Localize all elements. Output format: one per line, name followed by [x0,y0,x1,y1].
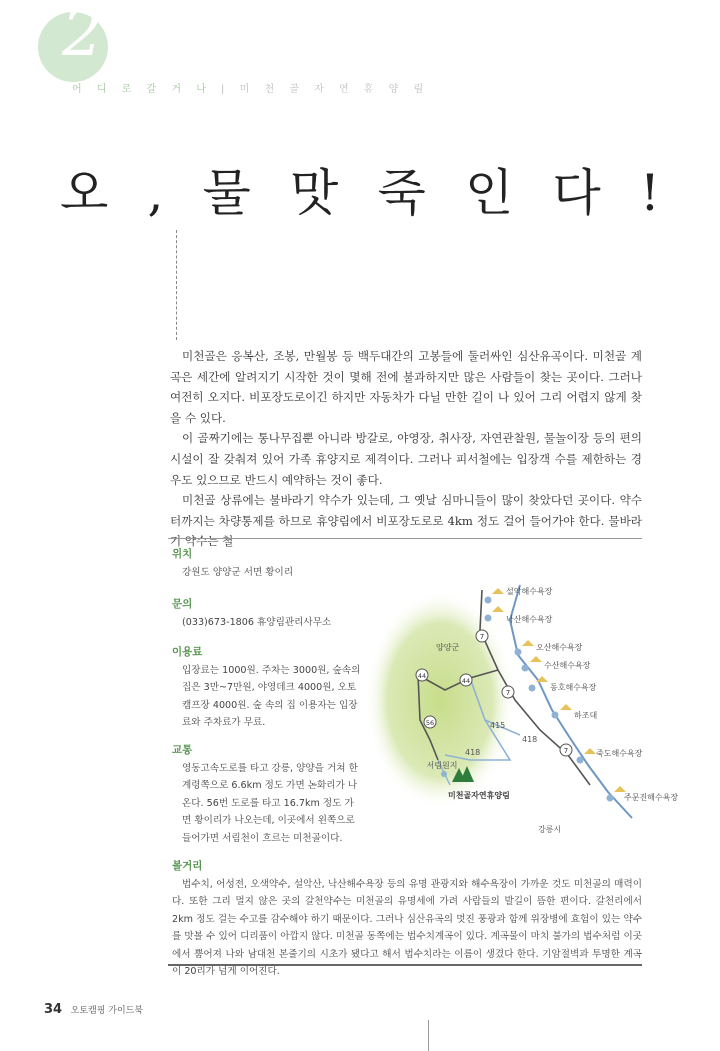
route-label: 418 [465,748,481,757]
beach-label: 오산해수욕장 [536,643,583,652]
info-contact [172,596,362,631]
page-title [60,164,660,222]
beach-dot [485,597,492,604]
forest-area [365,590,515,810]
beach-dot [515,649,522,656]
route-label: 418 [522,735,538,744]
title-char: 맛 [290,164,339,222]
beach-dot [552,712,559,719]
umbrella-icon [492,588,504,594]
route-label: 44 [461,677,471,685]
umbrella-icon [492,606,504,612]
umbrella-icon [614,786,626,792]
route-label: 7 [563,747,569,755]
beach-label: 하조대 [574,711,598,720]
body-paragraph: 미천골 상류에는 불바라기 약수가 있는데, 그 옛날 심마니들이 많이 찾았다던 곳이다. 약수터까지는 차량통제를 하므로 휴양림에서 비포장도로로 4km 정도 걸어 들어가야 한다. 물바라기 약수는 철 [170,493,642,549]
running-head-separator: | [221,84,231,95]
guide-title: 오토캠핑 가이드북 [70,1006,144,1016]
route-label: 7 [505,689,511,697]
beach-dot [577,757,584,764]
info-heading: 문의 [172,598,193,610]
info-location [172,546,362,581]
info-text: 영동고속도로를 타고 강릉, 양양을 거쳐 한계령쪽으로 6.6km 정도 가면 논화리가 나온다. 56번 도로를 타고 16.7km 정도 가면 황이리가 나오는데, 이곳에서 왼쪽으로 들어가면 서림천이 흐르는 미천골이다. [182,762,358,844]
info-heading: 볼거리 [172,860,203,872]
title-char: 물 [202,164,251,222]
title-char: 인 [464,164,514,222]
page-footer [44,1002,143,1017]
running-head [72,80,429,95]
location-map [370,560,679,845]
map-county-label: 양양군 [436,643,460,652]
route-label: 56 [425,719,435,727]
decorative-dashed-line [176,230,177,340]
info-text: (033)673-1806 휴양림관리사무소 [182,616,332,628]
beach-label: 수산해수욕장 [544,661,591,670]
umbrella-icon [522,640,534,646]
umbrella-icon [584,748,596,754]
info-text: 입장료는 1000원. 주차는 3000원, 숲속의 집은 3만~7만원, 야영데크 4000원, 오토캠프장 4000원. 숲 속의 집 이용자는 입장료와 주차료가 무료. [182,664,361,728]
title-char: 죽 [377,164,426,222]
info-heading: 위치 [172,548,193,560]
route-label: 44 [417,672,427,680]
beach-label: 죽도해수욕장 [596,749,643,758]
body-paragraph: 이 골짜기에는 통나무집뿐 아니라 방갈로, 야영장, 취사장, 자연관찰원, 물놀이장 등의 편의시설이 잘 갖춰져 있어 가족 휴양지로 제격이다. 그러나 피서철에는 입장객 수를 제한하는 경우도 있으므로 반드시 예약하는 것이 좋다. [170,431,642,487]
info-text: 법수치, 어성전, 오색약수, 설악산, 낙산해수욕장 등의 유명 관광지와 해수욕장이 가까운 것도 미천골의 매력이다. 또한 그리 멀지 않은 곳의 갈천약수는 미천골의 유명세에 가려 사람들의 발길이 뜸한 편이다. 갈천리에서 2km 정도 걸는 수고를 감수해야 하기 때문이다. 그러나 심산유곡의 멋진 풍광과 함께 위장병에 효험이 있는 약수를 맛볼 수 있어 디리품이 아깝지 않다. 미천골 동쪽에는 법수치계곡이 있다. 계곡물이 마치 불가의 법수처럼 이곳에서 뿜어져 나와 남대천 본줄기의 시초가 됐다고 해서 법수치라는 이름이 생겼다 한다. 기암절벽과 투명한 계곡이 20리가 넘게 이어진다. [172,878,642,977]
umbrella-icon [530,656,542,662]
body-paragraph: 미천골은 응복산, 조봉, 만월봉 등 백두대간의 고봉들에 둘러싸인 심산유곡이다. 미천골 계곡은 세간에 알려지기 시작한 것이 몇해 전에 불과하지만 많은 사람들이 찾는 곳이다. 그러나 여전히 오지다. 비포장도로이긴 하지만 자동차가 다닐 만한 길이 나 있어 그리 어렵지 않게 찾을 수 있다. [170,349,642,425]
beach-label: 주문진해수욕장 [624,793,679,802]
article-body [170,346,642,552]
beach-dot [529,685,536,692]
info-top-rule [168,538,642,539]
running-head-label: 어 디 로 갈 거 나 [72,84,212,95]
forest-marker [441,771,447,777]
info-heading: 교통 [172,744,193,756]
info-heading: 이용료 [172,646,203,658]
info-bottom-rule [168,964,642,966]
beach-label: 설악해수욕장 [506,587,553,596]
title-char: ! [639,164,660,222]
info-sights [172,858,642,981]
map-city-label: 강릉시 [538,825,562,834]
title-char: 오 [60,164,109,222]
beach-dot [485,615,492,622]
beach-label: 낙산해수욕장 [506,615,553,624]
beach-dot [607,795,614,802]
map-village-label: 서림원지 [426,761,458,770]
route-label: 7 [479,633,485,641]
chapter-number: 2 [62,0,103,71]
umbrella-icon [560,704,572,710]
info-fees [172,644,362,732]
route-label: 415 [490,721,506,730]
running-head-place: 미 천 골 자 연 휴 양 림 [239,84,430,95]
title-char: 다 [552,164,601,222]
title-char: , [147,164,164,222]
info-text: 강원도 양양군 서면 황이리 [182,566,294,578]
map-forest-label: 미천골자연휴양림 [448,791,510,800]
page-number: 34 [44,1002,63,1017]
info-transport [172,742,362,847]
bottom-guide-line [428,1020,429,1051]
beach-label: 동호해수욕장 [550,683,597,692]
beach-dot [522,665,529,672]
